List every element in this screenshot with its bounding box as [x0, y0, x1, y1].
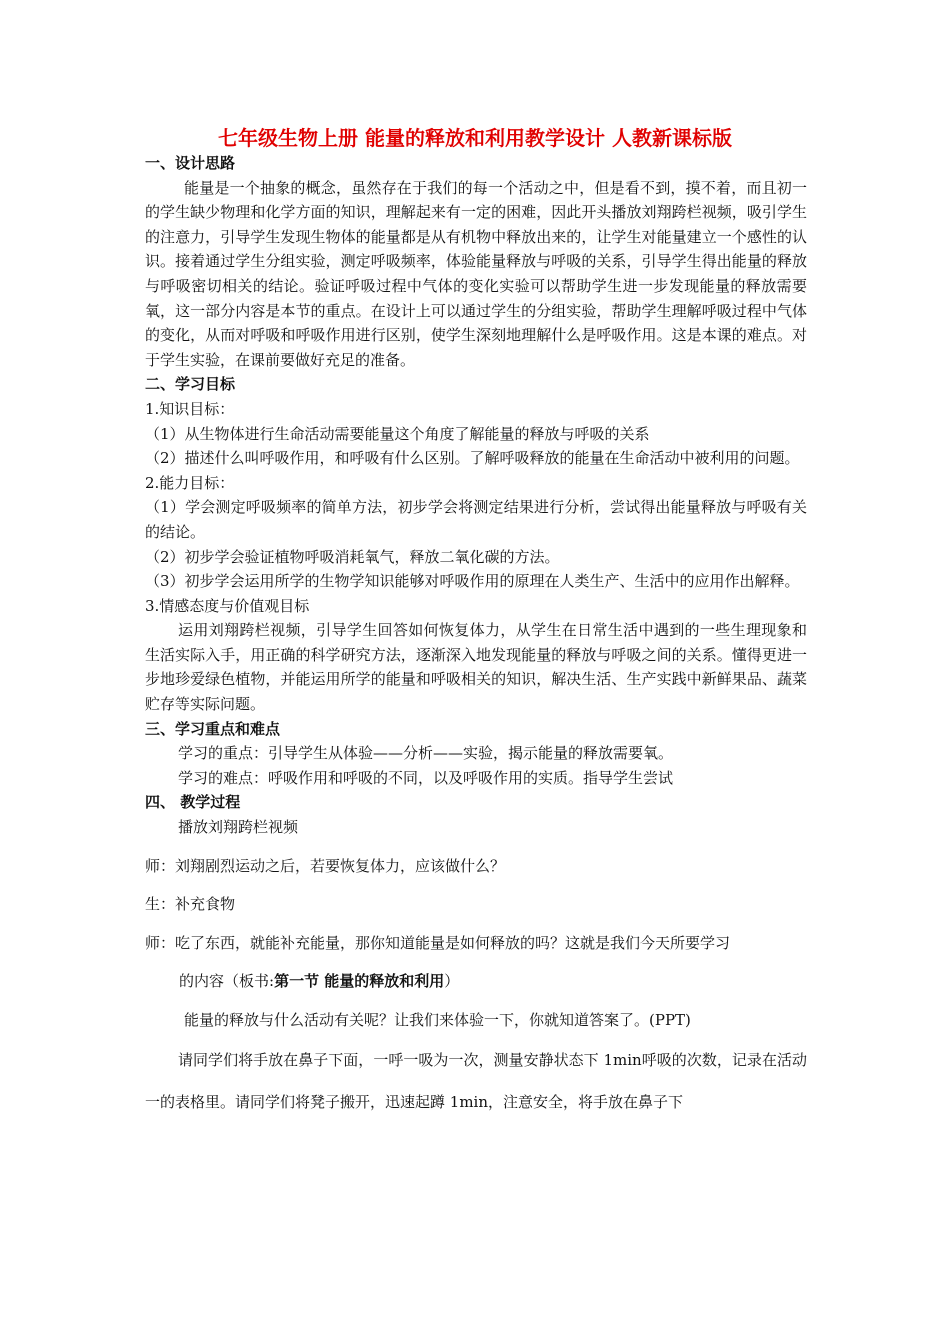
section-heading-objectives: 二、学习目标: [145, 375, 236, 394]
board-writing-title: 第一节 能量的释放和利用: [274, 972, 445, 991]
section-heading-process: 四、 教学过程: [145, 793, 241, 812]
document-title: 七年级生物上册 能量的释放和利用教学设计 人教新课标版: [218, 126, 732, 150]
emotion-paragraph: 运用刘翔跨栏视频，引导学生回答如何恢复体力，从学生在日常生活中遇到的一些生理现象和生活实际入手，用正确的科学研究方法，逐渐深入地发现能量的释放与呼吸之间的关系。懂得更进一步地珍爱绿色植物，并能运用所学的能量和呼吸相关的知识，解决生活、生产实践中新鲜果品、蔬菜贮存等实际问题。: [145, 621, 807, 714]
difficulty-text: 学习的难点：呼吸作用和呼吸的不同，以及呼吸作用的实质。指导学生尝试: [178, 768, 674, 787]
teacher-line: 师：吃了东西，就能补充能量，那你知道能量是如何释放的吗？这就是我们今天所要学习: [145, 933, 731, 952]
board-prefix: 的内容（板书:: [179, 972, 275, 991]
emotion-objectives-label: 3.情感态度与价值观目标: [145, 596, 310, 615]
section-heading-key-points: 三、学习重点和难点: [145, 719, 281, 738]
ability-item: （2）初步学会验证植物呼吸消耗氧气，释放二氧化碳的方法。: [145, 547, 560, 566]
activity-instructions: 请同学们将手放在鼻子下面，一呼一吸为一次，测量安静状态下 1min呼吸的次数，记录在活动一的表格里。请同学们将凳子搬开，迅速起蹲 1min，注意安全，将手放在鼻子下: [145, 1050, 807, 1111]
section-heading-design: 一、设计思路: [145, 154, 236, 172]
teacher-line-continued: [145, 969, 807, 994]
activity-intro: 能量的释放与什么活动有关呢？让我们来体验一下，你就知道答案了。(PPT): [184, 1011, 691, 1029]
ability-objectives-label: 2.能力目标：: [145, 473, 235, 492]
knowledge-objectives-label: 1.知识目标：: [145, 399, 235, 418]
board-suffix: ）: [444, 972, 460, 991]
student-line: 生：补充食物: [145, 895, 236, 914]
video-line: 播放刘翔跨栏视频: [178, 818, 299, 837]
design-paragraph: 能量是一个抽象的概念，虽然存在于我们的每一个活动之中，但是看不到，摸不着，而且初一的学生缺少物理和化学方面的知识，理解起来有一定的困难，因此开头播放刘翔跨栏视频，吸引学生的注意力，引导学生发现生物体的能量都是从有机物中释放出来的，让学生对能量建立一个感性的认识。接着通过学生分组实验，测定呼吸频率，体验能量释放与呼吸的关系，引导学生得出能量的释放与呼吸密切相关的结论。验证呼吸过程中气体的变化实验可以帮助学生进一步发现能量的释放需要氧，这一部分内容是本节的重点。在设计上可以通过学生的分组实验，帮助学生理解呼吸过程中气体的变化，从而对呼吸和呼吸作用进行区别，使学生深刻地理解什么是呼吸作用。这是本课的难点。对于学生实验，在课前要做好充足的准备。: [145, 178, 807, 369]
teacher-line: 师：刘翔剧烈运动之后，若要恢复体力，应该做什么？: [145, 856, 506, 875]
ability-item: （1）学会测定呼吸频率的简单方法，初步学会将测定结果进行分析，尝试得出能量释放与呼吸有关的结论。: [145, 498, 807, 541]
ability-item: （3）初步学会运用所学的生物学知识能够对呼吸作用的原理在人类生产、生活中的应用作出解释。: [145, 572, 800, 591]
knowledge-item: （1）从生物体进行生命活动需要能量这个角度了解能量的释放与呼吸的关系: [145, 424, 650, 443]
key-point-text: 学习的重点：引导学生从体验——分析——实验，揭示能量的释放需要氧。: [178, 744, 674, 763]
knowledge-item: （2）描述什么叫呼吸作用，和呼吸有什么区别。了解呼吸释放的能量在生命活动中被利用的问题。: [145, 449, 800, 468]
document-body: [145, 151, 807, 1123]
